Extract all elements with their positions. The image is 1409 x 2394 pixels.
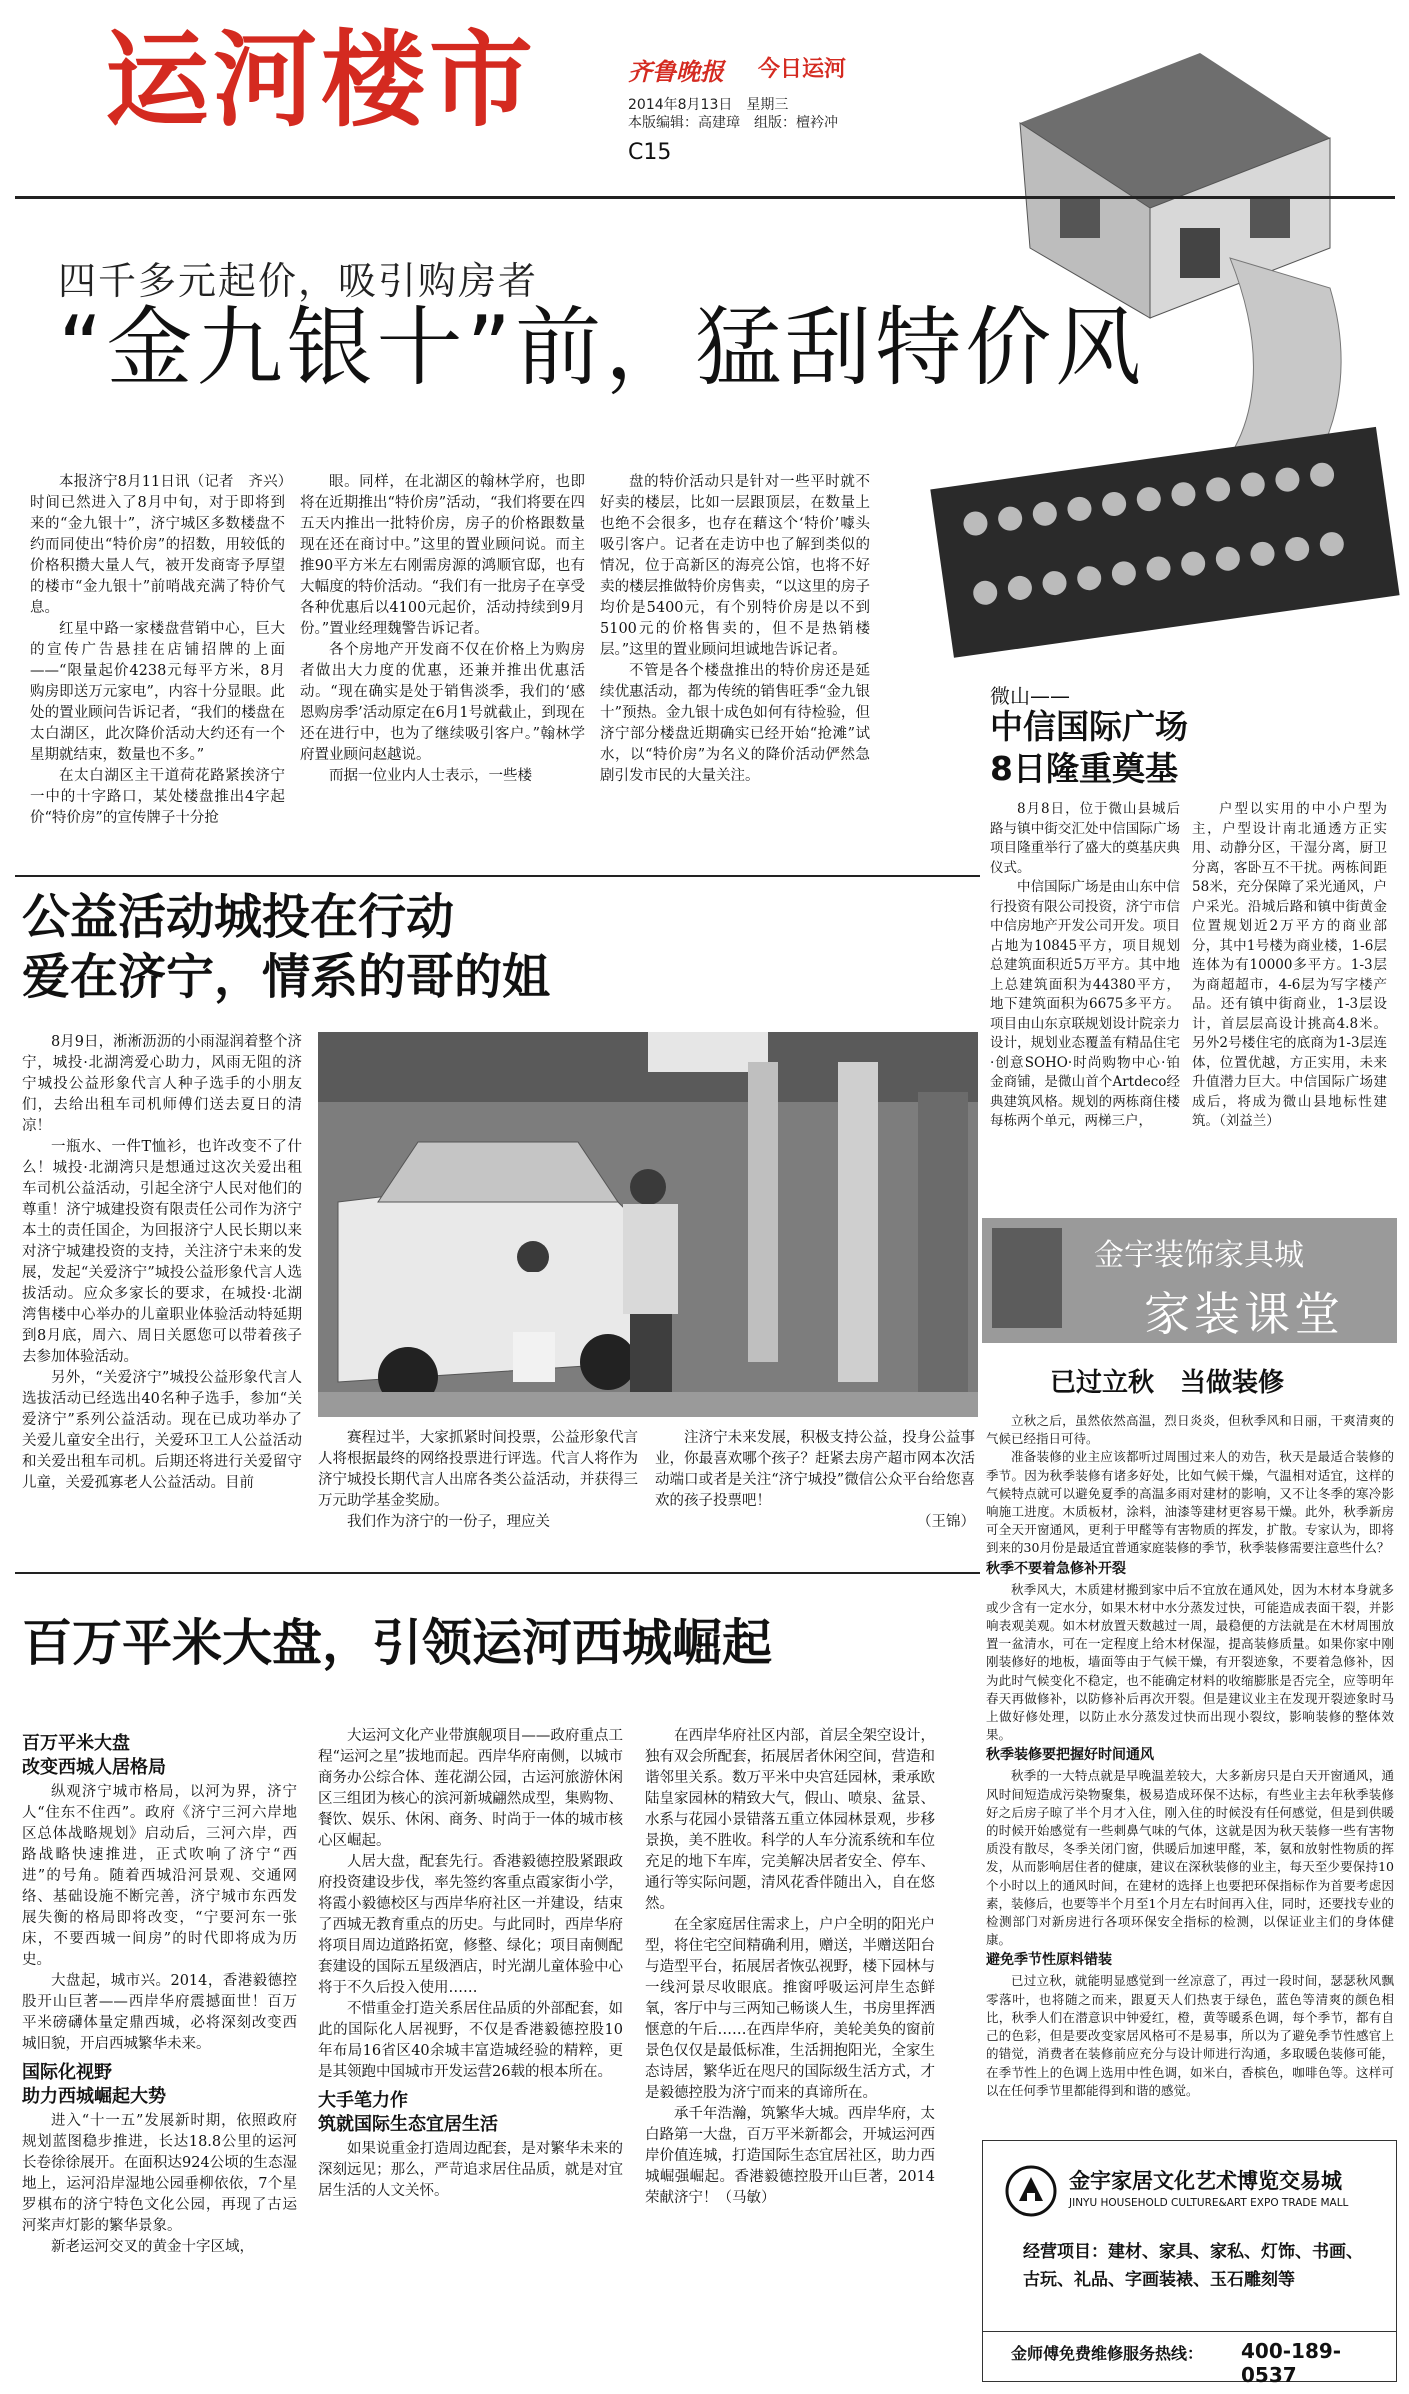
editors-line: 本版编辑：高建璋 组版：檀衿冲 bbox=[628, 115, 838, 131]
decor-column bbox=[986, 1412, 1394, 2100]
expo-logo-icon bbox=[1005, 2165, 1057, 2217]
page-number: C15 bbox=[628, 140, 672, 165]
expo-title: 金宇家居文化艺术博览交易城 bbox=[1069, 2169, 1342, 2193]
charity-headline-2: 爱在济宁，情系的哥的姐 bbox=[22, 949, 551, 1005]
paragraph: 本报济宁8月11日讯（记者 齐兴）时间已然进入了8月中旬，对于即将到来的“金九银十”，济宁城区多数楼盘不约而同使出“特价房”的招数，用较低的价格积攒大量人气，被开发商寄予厚望的楼市“金九银十”前哨战充满了特价气息。 bbox=[30, 474, 285, 616]
paragraph: 纵观济宁城市格局，以河为界，济宁人“住东不住西”。政府《济宁三河六岸地区总体战略规划》启动后，三河六岸，西路战略快速推进，正式吹响了济宁“西进”的号角。随着西城沿河景观、交通网络、基础设施不断完善，济宁城市东西发展失衡的格局即将改变，“宁要河东一张床，不要西城一间房”的时代即将成为历史。 bbox=[22, 1784, 297, 1968]
masthead-rule bbox=[15, 196, 1395, 199]
section-divider bbox=[15, 1572, 980, 1574]
westcity-column-2 bbox=[318, 1726, 623, 2202]
paragraph: 赛程过半，大家抓紧时间投票，公益形象代言人将根据最终的网络投票进行评选。代言人将作为济宁城投长期代言人出席各类公益活动，并获得三万元助学基金奖励。 bbox=[318, 1430, 638, 1509]
section-title: 运河楼市 bbox=[105, 19, 538, 141]
charity-headline-1: 公益活动城投在行动 bbox=[22, 889, 455, 945]
westcity-subhead-1: 百万平米大盘 改变西城人居格局 bbox=[22, 1733, 166, 1778]
paragraph: 户型以实用的中小户型为主，户型设计南北通透方正实用、动静分区，干湿分离，厨卫分离，客卧互不干扰。两栋间距58米，充分保障了采光通风，户户采光。沿城后路和镇中街黄金位置规划近2万平方的商业部分，其中1号楼为商业楼，1-6层连体为有10000多平方。1-3层为商超超市，4-6层为写字楼产品。还有镇中街商业，1-3层设计，首层层高设计挑高4.8米。另外2号楼住宅的底商为1-3层连体，位置优越，方正实用，未来升值潜力巨大。中信国际广场建成后，将成为微山县地标性建筑。（刘益兰） bbox=[1192, 801, 1387, 1129]
paragraph: 如果说重金打造周边配套，是对繁华未来的深刻远见；那么，严苛追求居住品质，就是对宜居生活的人文关怀。 bbox=[318, 2141, 623, 2199]
paragraph: 在太白湖区主干道荷花路紧挨济宁一中的十字路口，某处楼盘推出4字起价“特价房”的宣传牌子十分抢 bbox=[30, 768, 285, 826]
westcity-headline: 百万平米大盘，引领运河西城崛起 bbox=[22, 1614, 772, 1672]
expo-advertisement bbox=[982, 2140, 1397, 2387]
paragraph: 一瓶水、一件T恤衫，也许改变不了什么！城投·北湖湾只是想通过这次关爱出租车司机公益活动，引起全济宁人民对他们的尊重！济宁城建投资有限责任公司作为济宁本土的责任国企，为回报济宁人民长期以来对济宁城建投资的支持，关注济宁未来的发展，发起“关爱济宁”城投公益形象代言人选拔活动。应众多家长的要求，在城投·北湖湾售楼中心举办的儿童职业体验活动特延期到8月底，周六、周日关愿您可以带着孩子去参加体验活动。 bbox=[22, 1139, 302, 1365]
paragraph: 人居大盘，配套先行。香港毅德控股紧跟政府投资建设步伐，率先签约客重点霞家街小学，将霞小毅德校区与西岸华府社区一并建设，结束了西城无教育重点的历史。与此同时，西岸华府将项目周边道路拓宽，修整、绿化；项目南侧配套建设的国际五星级酒店，时光湖儿童体验中心将于不久后投入使用…… bbox=[318, 1854, 623, 1996]
section-divider bbox=[15, 875, 980, 877]
decor-headline: 已过立秋 当做装修 bbox=[1050, 1368, 1285, 1398]
decor-banner-title: 家装课堂 bbox=[1144, 1287, 1344, 1341]
expo-divider bbox=[983, 2331, 1396, 2332]
paragraph: 大盘起，城市兴。2014，香港毅德控股开山巨著——西岸华府震撼面世！百万平米磅礴体量定鼎西城，必将深刻改变西城旧貌，开启西城繁华未来。 bbox=[22, 1973, 297, 2052]
decor-subhead-2: 秋季装修要把握好时间通风 bbox=[986, 1747, 1154, 1764]
paragraph: 大运河文化产业带旗舰项目——政府重点工程“运河之星”拔地而起。西岸华府南侧，以城市商务办公综合体、莲花湖公园，古运河旅游休闲区三组团为核心的滨河新城翩然成型，集购物、餐饮、娱乐、休闲、商务、时尚于一体的城市核心区崛起。 bbox=[318, 1728, 623, 1849]
paragraph: 准备装修的业主应该都听过周围过来人的劝告，秋天是最适合装修的季节。因为秋季装修有诸多好处，比如气候干燥，气温相对适宜，这样的气候特点就可以避免夏季的高温多雨对建材的影响，又不让冬季的寒冷影响施工进度。木质板材，涂料，油漆等建材更容易干燥。此外，秋季新房可全天开窗通风，更利于甲醛等有害物质的挥发，扩散。专家认为，即将到来的30月份是最适宜普通家庭装修的季节，秋季装修需要注意些什么？ bbox=[986, 1449, 1394, 1556]
paragraph: 不管是各个楼盘推出的特价房还是延续优惠活动，都为传统的销售旺季“金九银十”预热。金九银十成色如何有待检验，但济宁部分楼盘近期确实已经开始“抢滩”试水，以“特价房”为名义的降价活动俨然急剧引发市民的大量关注。 bbox=[600, 663, 870, 784]
paragraph: 8月9日，淅淅沥沥的小雨湿润着整个济宁，城投·北湖湾爱心助力，风雨无阻的济宁城投公益形象代言人种子选手的小朋友们，去给出租车司机师傅们送去夏日的清凉！ bbox=[22, 1034, 302, 1134]
paragraph: 红星中路一家楼盘营销中心，巨大的宣传广告悬挂在店铺招牌的上面——“限量起价4238元每平方米，8月购房即送万元家电”，内容十分显眼。此处的置业顾问告诉记者，“我们的楼盘在太白湖区，此次降价活动大约还有一个星期就结束，数量也不多。” bbox=[30, 621, 285, 763]
newspaper-brand: 齐鲁晚报 bbox=[628, 58, 724, 86]
newspaper-edition: 今日运河 bbox=[758, 57, 847, 82]
lead-column-1 bbox=[30, 472, 285, 829]
westcity-subhead-3: 大手笔力作 筑就国际生态宜居生活 bbox=[318, 2090, 498, 2135]
weishan-column-2 bbox=[1192, 800, 1387, 1132]
paragraph: 不惜重金打造关系居住品质的外部配套，如此的国际化人居视野，不仅是香港毅德控股10年布局16省区40余城丰富造城经验的精粹，更是其领跑中国城市开发运营26载的根本所在。 bbox=[318, 2001, 623, 2080]
paragraph: 进入“十一五”发展新时期，依照政府规划蓝图稳步推进，长达18.8公里的运河长卷徐徐展开。在面积达924公顷的生态湿地上，运河沿岸湿地公园垂柳依依，7个星罗棋布的济宁特色文化公园，再现了古运河桨声灯影的繁华景象。 bbox=[22, 2113, 297, 2234]
expo-items-1: 经营项目：建材、家具、家私、灯饰、书画、 bbox=[1023, 2242, 1363, 2262]
paragraph: 秋季风大，木质建材搬到家中后不宜放在通风处，因为木材本身就多或少含有一定水分，如果木材中水分蒸发过快，可能造成表面干裂，并影响表观美观。如木材放置天数越过一周，最稳便的方法就是在木材周围放置一盆清水，可在一定程度上给木材保湿，提高装修质量。如果你家中刚刚装修好的地板，墙面等由于气候干燥，有开裂迹象，不要着急修补，因为此时气候变化不稳定，也不能确定材料的收缩膨胀是否完全，应等明年春天再做修补，以防修补后再次开裂。但是建议业主在发现开裂迹象时马上做好修处理，以防止水分蒸发过快而出现小裂纹，影响装修的整体效果。 bbox=[986, 1581, 1394, 1743]
westcity-column-1 bbox=[22, 1726, 297, 2258]
decor-logo-block bbox=[992, 1228, 1062, 1328]
paragraph: 眼。同样，在北湖区的翰林学府，也即将在近期推出“特价房”活动，“我们将要在四五天内推出一批特价房，房子的价格跟数量现在还在商讨中。”这里的置业顾问说。而主推90平方米左右刚需房源的鸿顺官邸，也有大幅度的特价活动。“我们有一批房子在享受各种优惠后以4100元起价，活动持续到9月份。”置业经理魏警告诉记者。 bbox=[300, 474, 585, 637]
weishan-headline-1: 中信国际广场 bbox=[990, 707, 1188, 746]
lead-kicker: 四千多元起价，吸引购房者 bbox=[58, 259, 539, 303]
date-line: 2014年8月13日 星期三 bbox=[628, 97, 789, 113]
charity-column-1 bbox=[22, 1032, 302, 1494]
charity-column-3 bbox=[655, 1428, 975, 1533]
weishan-column-1 bbox=[990, 800, 1180, 1132]
decor-subhead-1: 秋季不要着急修补开裂 bbox=[986, 1560, 1126, 1577]
charity-column-2 bbox=[318, 1428, 638, 1533]
westcity-column-3 bbox=[645, 1726, 935, 2209]
paragraph: 承千年浩瀚，筑繁华大城。西岸华府，太白路第一大盘，百万平米新都会，开城运河西岸价值连城，打造国际生态宜居社区，助力西城崛强崛起。香港毅德控股开山巨著，2014荣献济宁！（马敏） bbox=[645, 2106, 935, 2206]
lead-column-2 bbox=[300, 472, 585, 787]
paragraph: 中信国际广场是由山东中信行投资有限公司投资，济宁市信中信房地产开发公司开发。项目占地为10845平方，项目规划总建筑面积近5万平方。其中地上总建筑面积为44380平方，地下建筑面积为6675多平方。项目由山东京联规划设计院亲力设计，规划业态覆盖有精品住宅·创意SOHO·时尚购物中心·铂金商铺，是微山首个Artdeco经典建筑风格。规划的两栋商住楼每栋两个单元，两梯三户， bbox=[990, 879, 1180, 1129]
paragraph: 各个房地产开发商不仅在价格上为购房者做出大力度的优惠，还兼并推出优惠活动。“现在确实是处于销售淡季，我们的‘感恩购房季’活动原定在6月1号就截止，到现在还在进行中，也为了继续吸引客户。”翰林学府置业顾问赵越说。 bbox=[300, 642, 585, 763]
paragraph: 新老运河交叉的黄金十字区域， bbox=[51, 2239, 254, 2255]
expo-hotline-number: 400-189-0537 bbox=[1241, 2339, 1342, 2387]
lead-column-3 bbox=[600, 472, 870, 787]
paragraph: 已过立秋，就能明显感觉到一丝凉意了，再过一段时间，瑟瑟秋风飘零落叶，也将随之而来，跟夏天人们热衷于绿色，蓝色等清爽的颜色相比，秋季人们在潜意识中钟爱红，橙，黄等暖系色调，每个季节，都有自己的色彩，但是要改变家居风格可不是易事，所以为了避免季节性感官上的错觉，消费者在装修前应充分与设计师进行沟通，多取暖色装修可能，在季节性上的色调上选用中性色调，如米白，香槟色，咖啡色等。这样可以在任何季节里都能得到和谐的感觉。 bbox=[986, 1973, 1394, 2098]
expo-hotline-label: 金师傅免费维修服务热线： bbox=[1011, 2344, 1204, 2363]
decor-subhead-3: 避免季节性原料错装 bbox=[986, 1952, 1112, 1969]
paragraph: 8月8日，位于微山县城后路与镇中街交汇处中信国际广场项目隆重举行了盛大的奠基庆典仪式。 bbox=[990, 801, 1180, 876]
charity-photo bbox=[318, 1032, 978, 1417]
paragraph: 我们作为济宁的一份子，理应关 bbox=[347, 1514, 550, 1530]
paragraph: 在西岸华府社区内部，首层全架空设计，独有双会所配套，拓展居者休闲空间，营造和谐邻里关系。数万平米中央宫廷园林，秉承欧陆皇家园林的精致大气，假山、喷泉、盆景、水系与花园小景错落五重立体园林景观，步移景换，美不胜收。科学的人车分流系统和车位充足的地下车库，完美解决居者安全、停车、通行等实际问题，清风花香伴随出入，自在悠然。 bbox=[645, 1728, 935, 1912]
paragraph: 盘的特价活动只是针对一些平时就不好卖的楼层，比如一层跟顶层，在数量上也绝不会很多，也存在藉这个‘特价’噱头吸引客户。记者在走访中也了解到类似的情况，位于高新区的海亮公馆，也将不好卖的楼层推做特价房售卖，“以这里的房子均价是5400元，有个别特价房是以不到5100元的价格售卖的，但不是热销楼层。”这里的置业顾问坦诚地告诉记者。 bbox=[600, 474, 870, 658]
paragraph: 另外，“关爱济宁”城投公益形象代言人选拔活动已经选出40名种子选手，参加“关爱济宁”系列公益活动。现在已成功举办了关爱儿童安全出行，关爱环卫工人公益活动和关爱出租车司机。后期还将进行关爱留守儿童，关爱孤寡老人公益活动。目前 bbox=[22, 1370, 302, 1491]
decor-brand: 金宇装饰家具城 bbox=[1094, 1238, 1304, 1273]
paragraph: 注济宁未来发展，积极支持公益，投身公益事业，你最喜欢哪个孩子？赶紧去房产超市网本次活动端口或者是关注“济宁城投”微信公众平台给您喜欢的孩子投票吧！ bbox=[655, 1430, 975, 1509]
paragraph: 而据一位业内人士表示，一些楼 bbox=[329, 768, 532, 784]
weishan-headline-2: 8日隆重奠基 bbox=[990, 749, 1178, 788]
paragraph: 秋季的一大特点就是早晚温差较大，大多新房只是白天开窗通风，通风时间短造成污染物聚集，极易造成环保不达标，有些业主去年秋季装修好之后房子晾了半个月才入住，刚入住的时候没有任何感觉，但是到供暖的时候开始感觉有一些刺鼻气味的气体，这就是因为秋天装修一些有害物质没有散尽，冬季关闭门窗，供暖后加速甲醛，苯，氨和放射性物质的挥发，从而影响居住者的健康，建议在深秋装修的业主，每天至少要保持10个小时以上的通风时间，在建材的选择上也要把环保指标作为首要考虑因素，装修后，也要等半个月至1个月左右时间再入住，同时，还要找专业的检测部门对新房进行各项环保安全指标的检测，以保证业主们的身体健康。 bbox=[986, 1768, 1394, 1948]
expo-items-2: 古玩、礼品、字画装裱、玉石雕刻等 bbox=[1023, 2270, 1295, 2290]
paragraph: 在全家庭居住需求上，户户全明的阳光户型，将住宅空间精确利用，赠送，半赠送阳台与造型平台，拓展居者恢弘视野，楼下园林与一线河景尽收眼底。推窗呼吸运河岸生态鲜氧，客厅中与三两知己畅谈人生，书房里挥洒惬意的午后……在西岸华府，美轮美奂的窗前景色仅仅是最低标准，生活拥抱阳光，全家生态诗居，繁华近在咫尺的国际级生活方式，才是毅德控股为济宁而来的真谛所在。 bbox=[645, 1917, 935, 2101]
expo-title-en: JINYU HOUSEHOLD CULTURE&ART EXPO TRADE MALL bbox=[1069, 2197, 1349, 2209]
lead-headline: “金九银十”前，猛刮特价风 bbox=[58, 298, 1146, 398]
decor-banner bbox=[982, 1218, 1397, 1343]
westcity-subhead-2: 国际化视野 助力西城崛起大势 bbox=[22, 2062, 166, 2107]
weishan-tag: 微山—— bbox=[990, 684, 1070, 708]
charity-byline: （王锦） bbox=[917, 1514, 975, 1530]
paragraph: 立秋之后，虽然依然高温，烈日炎炎，但秋季风和日丽，干爽清爽的气候已经指日可待。 bbox=[986, 1413, 1394, 1447]
